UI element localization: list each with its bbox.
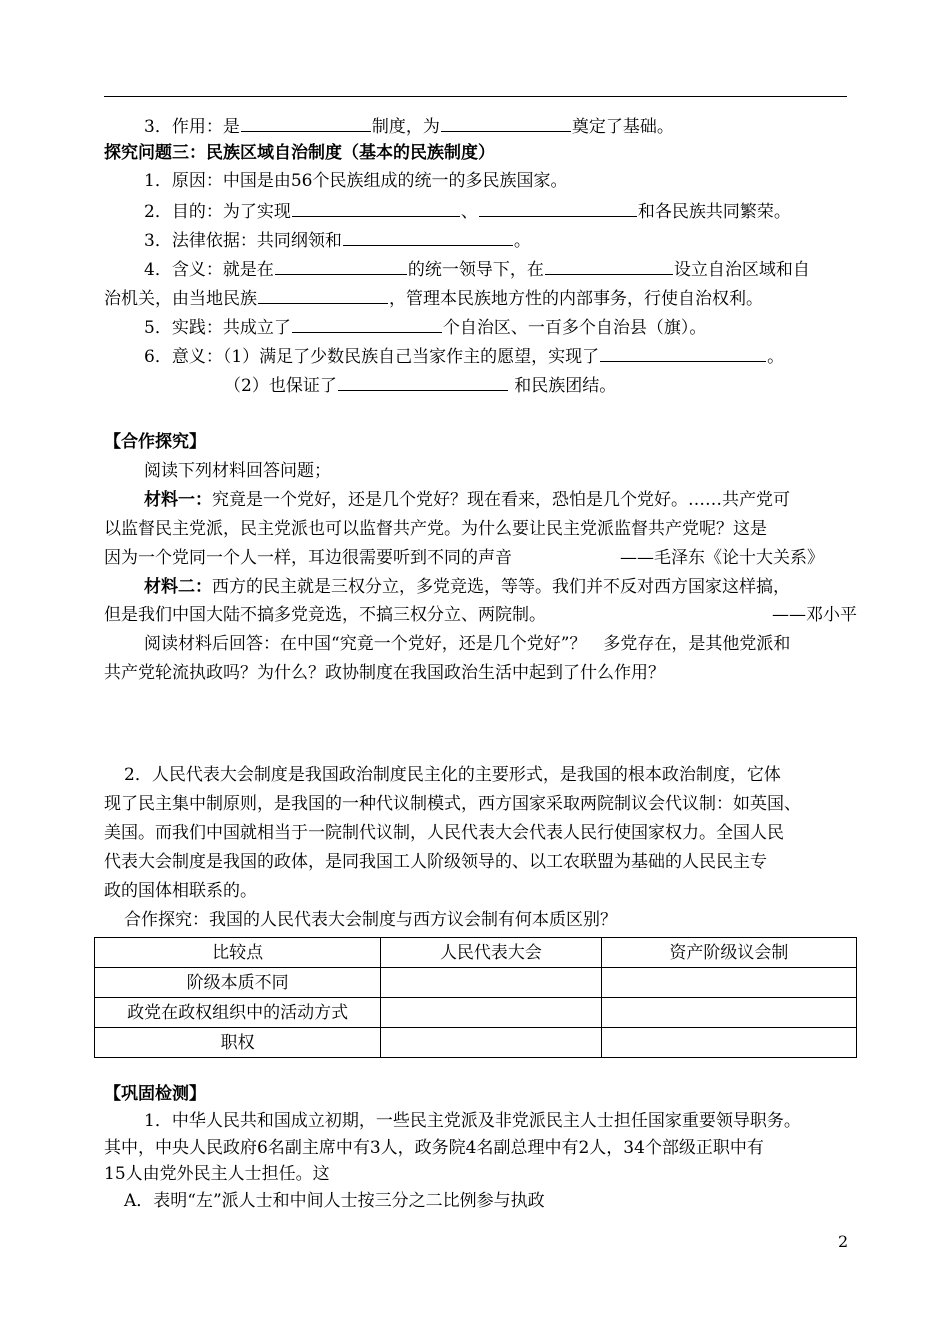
coop-heading: 【合作探究】 [104, 432, 206, 452]
blank-field [441, 114, 571, 132]
material-one-line: 材料一：究竟是一个党好，还是几个党好？现在看来，恐怕是几个党好。……共产党可 [144, 490, 790, 510]
check-question-line: 15人由党外民主人士担任。这 [104, 1164, 330, 1184]
blank-field [545, 257, 673, 275]
table-cell-empty[interactable] [601, 1028, 856, 1058]
table-cell-empty[interactable] [381, 1028, 601, 1058]
blank-field [292, 315, 442, 333]
material-one-line: 因为一个党同一个人一样，耳边很需要听到不同的声音 [104, 548, 512, 568]
material-one-line: 以监督民主党派，民主党派也可以监督共产党。为什么要让民主党派监督共产党呢？这是 [104, 519, 767, 539]
npc-paragraph-line: 美国。而我们中国就相当于一院制代议制，人民代表大会代表人民行使国家权力。全国人民 [104, 823, 784, 843]
blank-field [258, 286, 388, 304]
significance-line: 6．意义：（1）满足了少数民族自己当家作主的愿望，实现了 。 [144, 344, 784, 368]
blank-field [292, 199, 460, 217]
blank-field [275, 257, 407, 275]
blank-field [343, 228, 513, 246]
check-question-line: 其中，中央人民政府6名副主席中有3人，政务院4名副总理中有2人，34个部级正职中有 [104, 1138, 764, 1158]
npc-paragraph-line: 政的国体相联系的。 [104, 881, 257, 901]
blank-field [241, 114, 371, 132]
material-two-line: 但是我们中国大陆不搞多党竞选，不搞三权分立、两院制。 [104, 605, 546, 625]
table-row-label: 阶级本质不同 [95, 968, 381, 998]
table-header-cell: 人民代表大会 [381, 938, 601, 968]
blank-field [479, 199, 637, 217]
section-title: 探究问题三：民族区域自治制度（基本的民族制度） [104, 143, 495, 163]
table-header-cell: 资产阶级议会制 [601, 938, 856, 968]
table-row-label: 职权 [95, 1028, 381, 1058]
meaning-line: 4．含义：就是在 的统一领导下，在 设立自治区域和自 [144, 257, 810, 281]
comparison-table [94, 937, 857, 1058]
npc-paragraph-line: 代表大会制度是我国的政体，是同我国工人阶级领导的、以工农联盟为基础的人民民主专 [104, 852, 767, 872]
table-cell-empty[interactable] [381, 968, 601, 998]
blank-field [338, 373, 508, 391]
table-row [95, 968, 857, 998]
material-two-line: 材料二：西方的民主就是三权分立，多党竞选，等等。我们并不反对西方国家这样搞， [144, 577, 790, 597]
question-line: 阅读材料后回答：在中国“究竟一个党好，还是几个党好”？ 多党存在，是其他党派和 [144, 634, 791, 654]
table-header-row [95, 938, 857, 968]
npc-paragraph-line: 现了民主集中制原则，是我国的一种代议制模式，西方国家采取两院制议会代议制：如英国、 [104, 794, 801, 814]
table-cell-empty[interactable] [601, 998, 856, 1028]
check-question-line: 1．中华人民共和国成立初期，一些民主党派及非党派民主人士担任国家重要领导职务。 [144, 1111, 801, 1131]
practice-line: 5．实践：共成立了 个自治区、一百多个自治县（旗）。 [144, 315, 706, 339]
table-row [95, 1028, 857, 1058]
table-header-cell: 比较点 [95, 938, 381, 968]
blank-field [600, 344, 766, 362]
coop-intro: 阅读下列材料回答问题； [144, 461, 331, 481]
npc-question: 合作探究：我国的人民代表大会制度与西方议会制有何本质区别？ [124, 910, 617, 930]
table-row [95, 998, 857, 1028]
legal-basis-line: 3．法律依据：共同纲领和 。 [144, 228, 531, 252]
reason-line: 1．原因：中国是由56个民族组成的统一的多民族国家。 [144, 171, 568, 191]
usage-line: 3．作用：是 制度，为 奠定了基础。 [144, 114, 674, 138]
table-cell-empty[interactable] [381, 998, 601, 1028]
table-cell-empty[interactable] [601, 968, 856, 998]
table-row-label: 政党在政权组织中的活动方式 [95, 998, 381, 1028]
page-number: 2 [838, 1232, 849, 1251]
npc-paragraph-line: 2．人民代表大会制度是我国政治制度民主化的主要形式，是我国的根本政治制度，它体 [124, 765, 781, 785]
purpose-line: 2．目的：为了实现 、 和各民族共同繁荣。 [144, 199, 791, 223]
meaning-line-cont: 治机关，由当地民族 ，管理本民族地方性的内部事务，行使自治权利。 [104, 286, 763, 310]
material-two-source: ——邓小平 [772, 605, 857, 625]
material-one-source: ——毛泽东《论十大关系》 [620, 548, 824, 568]
header-rule [104, 96, 847, 97]
question-line: 共产党轮流执政吗？为什么？政协制度在我国政治生活中起到了什么作用？ [104, 663, 665, 683]
check-heading: 【巩固检测】 [104, 1084, 206, 1104]
significance-line-2: （2）也保证了 和民族团结。 [224, 373, 616, 397]
option-a: A．表明“左”派人士和中间人士按三分之二比例参与执政 [124, 1191, 545, 1211]
